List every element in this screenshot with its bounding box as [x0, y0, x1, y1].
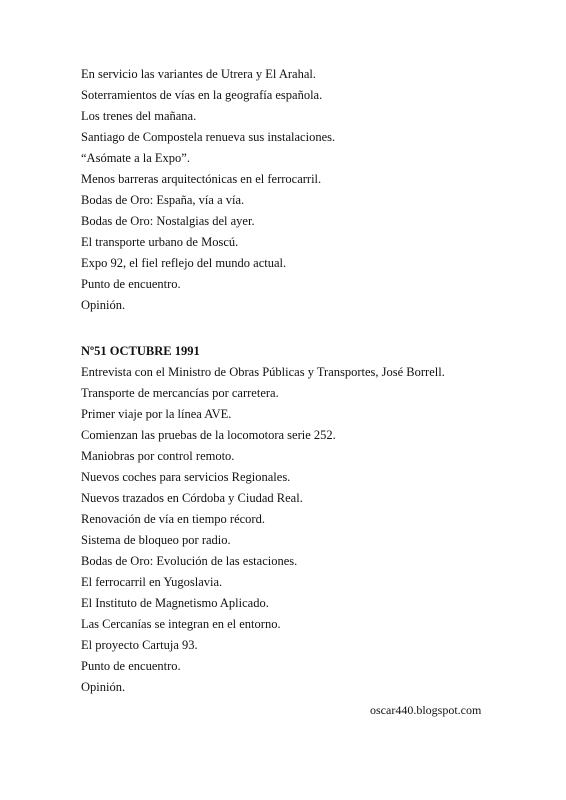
list-item: Expo 92, el fiel reflejo del mundo actual. [81, 256, 287, 270]
list-item: Entrevista con el Ministro de Obras Públicas y Transportes, José Borrell. [81, 365, 445, 379]
issue-heading: Nº51 OCTUBRE 1991 [81, 344, 200, 358]
list-item: Opinión. [81, 680, 126, 694]
list-item: Las Cercanías se integran en el entorno. [81, 617, 281, 631]
list-item: Los trenes del mañana. [81, 109, 197, 123]
list-item: En servicio las variantes de Utrera y El Arahal. [81, 67, 316, 81]
list-item: Bodas de Oro: España, vía a vía. [81, 193, 245, 207]
list-item: Opinión. [81, 298, 126, 312]
article-list-previous-issue [81, 64, 541, 316]
list-item: Punto de encuentro. [81, 659, 181, 673]
list-item: El transporte urbano de Moscú. [81, 235, 239, 249]
list-item: Comienzan las pruebas de la locomotora serie 252. [81, 428, 336, 442]
list-item: Punto de encuentro. [81, 277, 181, 291]
list-item: Renovación de vía en tiempo récord. [81, 512, 265, 526]
list-item: Transporte de mercancías por carretera. [81, 386, 279, 400]
footer-blog-url: oscar440.blogspot.com [370, 703, 482, 717]
list-item: Santiago de Compostela renueva sus instalaciones. [81, 130, 336, 144]
list-item: El ferrocarril en Yugoslavia. [81, 575, 223, 589]
list-item: Menos barreras arquitectónicas en el ferrocarril. [81, 172, 322, 186]
article-list-issue-51 [81, 362, 541, 698]
list-item: Bodas de Oro: Evolución de las estaciones. [81, 554, 298, 568]
list-item: Primer viaje por la línea AVE. [81, 407, 232, 421]
list-item: El proyecto Cartuja 93. [81, 638, 198, 652]
list-item: “Asómate a la Expo”. [81, 151, 190, 165]
list-item: Soterramientos de vías en la geografía española. [81, 88, 323, 102]
list-item: Maniobras por control remoto. [81, 449, 235, 463]
list-item: Nuevos coches para servicios Regionales. [81, 470, 291, 484]
list-item: El Instituto de Magnetismo Aplicado. [81, 596, 269, 610]
list-item: Nuevos trazados en Córdoba y Ciudad Real. [81, 491, 303, 505]
list-item: Bodas de Oro: Nostalgias del ayer. [81, 214, 255, 228]
list-item: Sistema de bloqueo por radio. [81, 533, 231, 547]
